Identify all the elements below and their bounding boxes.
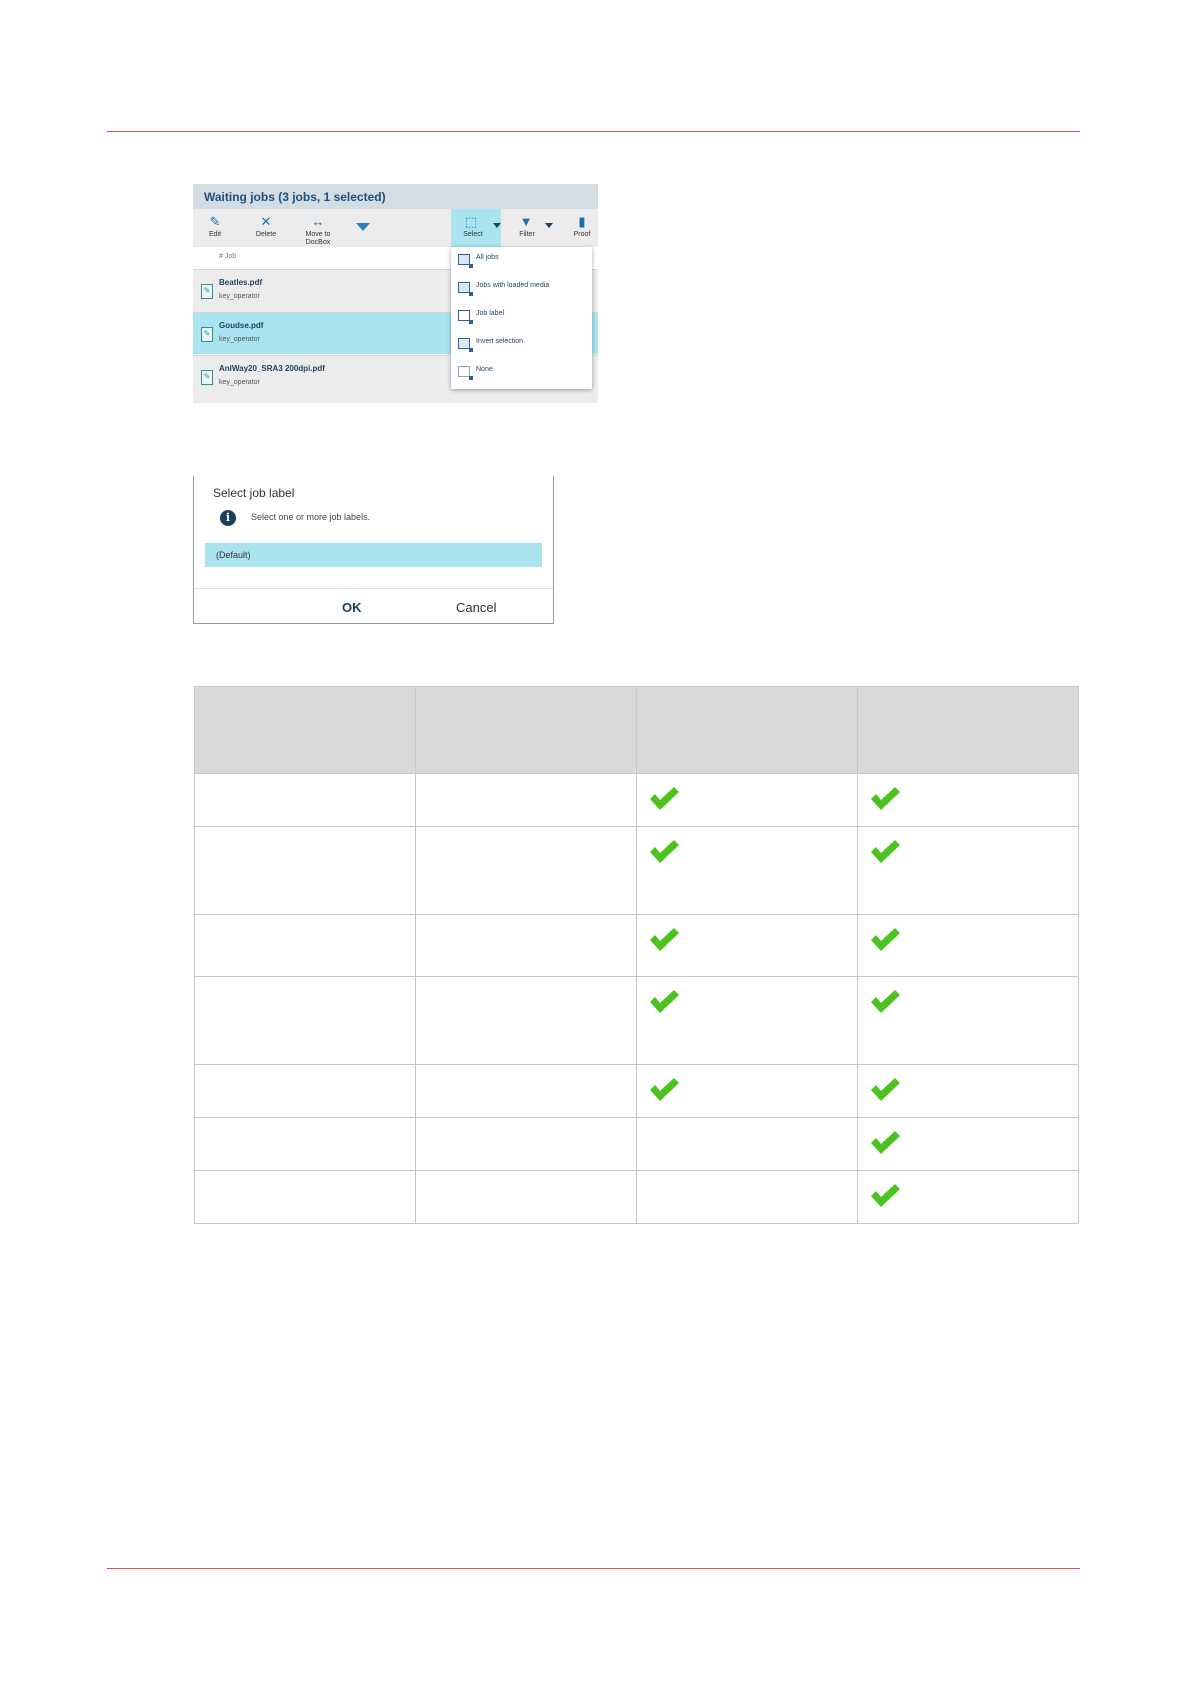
- invert-selection-icon: [458, 338, 470, 349]
- job-label-icon: [458, 310, 470, 321]
- dialog-divider: [194, 588, 553, 589]
- job-user: key_operator: [219, 379, 260, 386]
- toolbar: [193, 209, 598, 247]
- table-cell: [416, 977, 637, 1065]
- waiting-jobs-panel: [193, 184, 598, 403]
- edit-button[interactable]: [201, 209, 229, 247]
- menu-item-label: None: [476, 366, 493, 373]
- pdf-file-icon: ✎: [201, 327, 213, 342]
- panel-title: Waiting jobs (3 jobs, 1 selected): [204, 190, 386, 204]
- move-arrows-icon: ↔: [311, 214, 325, 229]
- job-label-option[interactable]: [205, 543, 542, 567]
- table-cell: [858, 774, 1079, 827]
- table-cell: [858, 1065, 1079, 1118]
- select-dropdown-menu: [451, 247, 592, 389]
- table-cell: [416, 915, 637, 977]
- table-cell: [416, 827, 637, 915]
- table-cell: [195, 774, 416, 827]
- menu-item-label: Job label: [476, 310, 505, 317]
- checkmark-icon: [648, 988, 680, 1014]
- more-actions-dropdown[interactable]: [356, 223, 370, 231]
- header-cell: [858, 687, 1079, 774]
- comparison-table: [194, 686, 1079, 1224]
- table-row: [195, 915, 1079, 977]
- job-user: key_operator: [219, 293, 260, 300]
- checkmark-icon: [648, 1076, 680, 1102]
- table-cell: [416, 774, 637, 827]
- table-cell: [637, 827, 858, 915]
- ok-button[interactable]: OK: [342, 600, 362, 615]
- filter-icon: ▼: [519, 214, 533, 229]
- checkmark-icon: [869, 785, 901, 811]
- menu-item-label: Jobs with loaded media: [476, 282, 550, 289]
- footer-rule: [107, 1568, 1080, 1569]
- table-cell: [858, 977, 1079, 1065]
- menu-item-label: Invert selection: [476, 338, 524, 345]
- menu-item-jobs-with-loaded-media[interactable]: [451, 276, 592, 304]
- table-cell: [195, 1065, 416, 1118]
- checkmark-icon: [648, 785, 680, 811]
- loaded-media-icon: [458, 282, 470, 293]
- none-icon: [458, 366, 470, 377]
- job-user: key_operator: [219, 336, 260, 343]
- panel-header: [193, 184, 598, 209]
- table-cell: [858, 915, 1079, 977]
- table-cell: [195, 827, 416, 915]
- move-label-line1: Move to: [305, 231, 331, 238]
- select-label: Select: [463, 231, 483, 238]
- move-label-line2: DocBox: [305, 239, 331, 246]
- job-column-label: # Job: [219, 253, 237, 260]
- table-cell: [637, 1065, 858, 1118]
- table-cell: [637, 774, 858, 827]
- table-cell: [416, 1171, 637, 1224]
- checkmark-icon: [869, 838, 901, 864]
- checkmark-icon: [648, 838, 680, 864]
- table-cell: [637, 915, 858, 977]
- cancel-button[interactable]: Cancel: [456, 600, 497, 615]
- job-name: Beatles.pdf: [219, 278, 263, 287]
- delete-button[interactable]: [251, 209, 281, 247]
- table-cell: [637, 977, 858, 1065]
- table-row: [195, 1171, 1079, 1224]
- checkmark-icon: [648, 926, 680, 952]
- checkmark-icon: [869, 1182, 901, 1208]
- table-cell: [416, 1065, 637, 1118]
- job-name: Goudse.pdf: [219, 321, 264, 330]
- move-to-docbox-button[interactable]: [301, 209, 335, 247]
- info-icon: i: [220, 510, 236, 526]
- table-row: [195, 1065, 1079, 1118]
- filter-label: Filter: [519, 231, 535, 238]
- header-cell: [637, 687, 858, 774]
- table-row: [195, 827, 1079, 915]
- chevron-down-icon[interactable]: [545, 223, 553, 228]
- menu-item-none[interactable]: [451, 360, 592, 388]
- header-cell: [416, 687, 637, 774]
- table-row: [195, 774, 1079, 827]
- menu-item-all-jobs[interactable]: [451, 248, 592, 276]
- select-button[interactable]: [451, 209, 501, 247]
- dialog-title: Select job label: [213, 486, 295, 500]
- proof-icon: ▮: [578, 214, 586, 229]
- select-icon: ⬚: [464, 214, 478, 229]
- filter-button[interactable]: [505, 209, 555, 247]
- table-row: [195, 977, 1079, 1065]
- table-cell: [195, 1118, 416, 1171]
- table-cell: [858, 1118, 1079, 1171]
- close-icon: ✕: [260, 214, 272, 229]
- header-cell: [195, 687, 416, 774]
- proof-button[interactable]: [569, 209, 595, 247]
- table-cell: [195, 977, 416, 1065]
- table-cell: [858, 1171, 1079, 1224]
- all-jobs-icon: [458, 254, 470, 265]
- pdf-file-icon: ✎: [201, 284, 213, 299]
- edit-label: Edit: [208, 231, 222, 238]
- pdf-file-icon: ✎: [201, 370, 213, 385]
- checkmark-icon: [869, 926, 901, 952]
- table-cell: [195, 1171, 416, 1224]
- chevron-down-icon[interactable]: [493, 223, 501, 228]
- menu-item-job-label[interactable]: [451, 304, 592, 332]
- checkmark-icon: [869, 988, 901, 1014]
- checkmark-icon: [869, 1129, 901, 1155]
- table-body: [195, 774, 1079, 1224]
- job-label-option-text: (Default): [216, 550, 251, 560]
- job-name: AnlWay20_SRA3 200dpi.pdf: [219, 364, 325, 373]
- select-job-label-dialog: [193, 476, 554, 624]
- delete-label: Delete: [255, 231, 277, 238]
- menu-item-invert-selection[interactable]: [451, 332, 592, 360]
- table-cell: [195, 915, 416, 977]
- pencil-icon: ✎: [209, 214, 221, 229]
- menu-item-label: All jobs: [476, 254, 499, 261]
- table-cell: [858, 827, 1079, 915]
- table-cell: [637, 1171, 858, 1224]
- table-header-row: [195, 687, 1079, 774]
- table-row: [195, 1118, 1079, 1171]
- header-rule: [107, 131, 1080, 132]
- table-cell: [637, 1118, 858, 1171]
- table-cell: [416, 1118, 637, 1171]
- proof-label: Proof: [573, 231, 591, 238]
- dialog-message: Select one or more job labels.: [251, 512, 371, 522]
- checkmark-icon: [869, 1076, 901, 1102]
